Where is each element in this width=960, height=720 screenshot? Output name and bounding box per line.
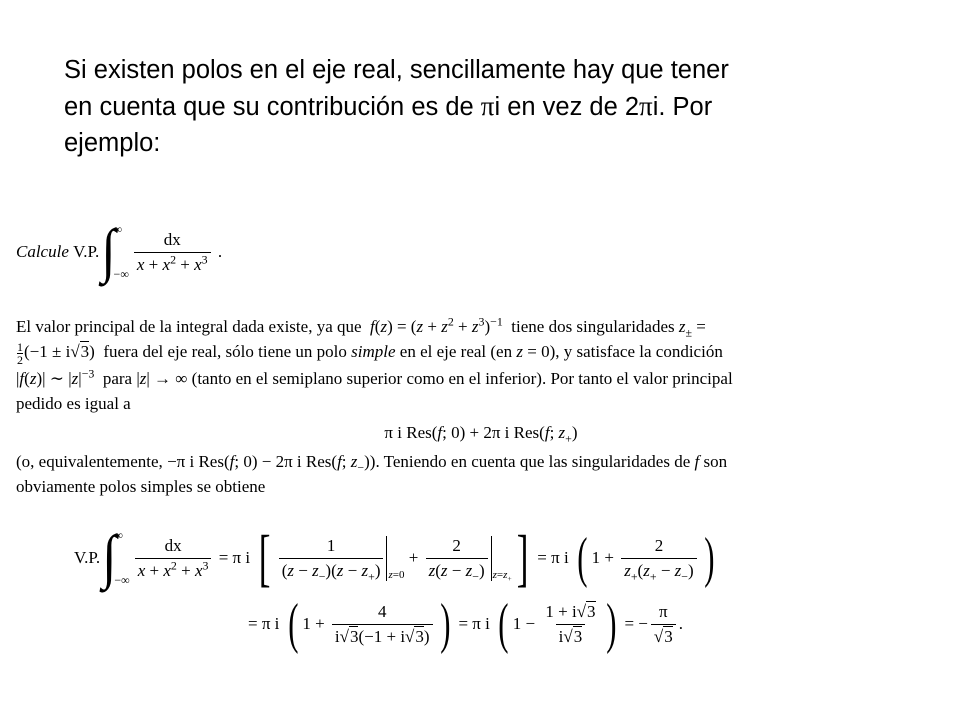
intro-line-3: ejemplo: (64, 129, 161, 157)
para-line-4: pedido es igual a (16, 393, 131, 413)
intro-line-1: Si existen polos en el eje real, sencillamente hay que tener (64, 56, 729, 84)
residue-sum: π i Res(f; 0) + 2π i Res(f; $z_+$) (384, 422, 578, 445)
computation-line-1: V.P. ∫ ∞ −∞ $\frac{dx}{x + x^2 + x^3}$ = π i [ $\frac{1}{(z - z_-)(z - z_+)}$ z=0 + $\frac{2}{z(z - z_-)}$ $z=z_+$ ] = π i ( 1 + $\frac{2}{z_+(z_+ - z_-)}$ ) (74, 522, 715, 593)
para-line-2: $\frac{1}{2}$ (−1 ± i√3) fuera del eje real, sólo tiene un polo simple en el eje real (en z = 0), y satisface la condición (17, 339, 723, 367)
vp-label: V.P. (73, 242, 100, 261)
integral-sign: ∫ ∞ −∞ (101, 218, 129, 285)
para-line-5: (o, equivalentemente, −π i Res(f; 0) − 2π i Res(f; $z_-$)). Teniendo en cuenta que las singularidades de f son (16, 451, 728, 474)
problem-statement: Calcule V.P. ∫ ∞ −∞ $\frac{dx}{x + x^2 + x^3}$ . (16, 218, 223, 285)
intro-text (64, 52, 924, 161)
para-line-1: El valor principal de la integral dada existe, ya que $f(z) = (z + z^2 + z^3)^{-1}$ tiene dos singularidades $z_\pm$ = (16, 314, 706, 340)
explanation-paragraph (16, 314, 946, 499)
computation-line-2: = π i ( 1 + $\frac{4}{i√3(-1 + i√3)}$ ) = π i ( 1 − $\frac{1 + i√3}{i√3}$ ) = − $\frac{\pi}{√3}$ . (248, 593, 683, 655)
calcule-word: Calcule (16, 242, 69, 261)
integrand-fraction: $\frac{dx}{x + x^2 + x^3}$ (134, 230, 211, 275)
para-line-3: |f(z)| ∼ $|z|^{-3}$ para |z| → ∞ (tanto en el semiplano superior como en el inferior). Por tanto el valor principal (16, 365, 733, 388)
intro-line-2: en cuenta que su contribución es de πi en vez de 2πi. Por (64, 91, 713, 121)
para-line-6: obviamente polos simples se obtiene (16, 476, 266, 496)
